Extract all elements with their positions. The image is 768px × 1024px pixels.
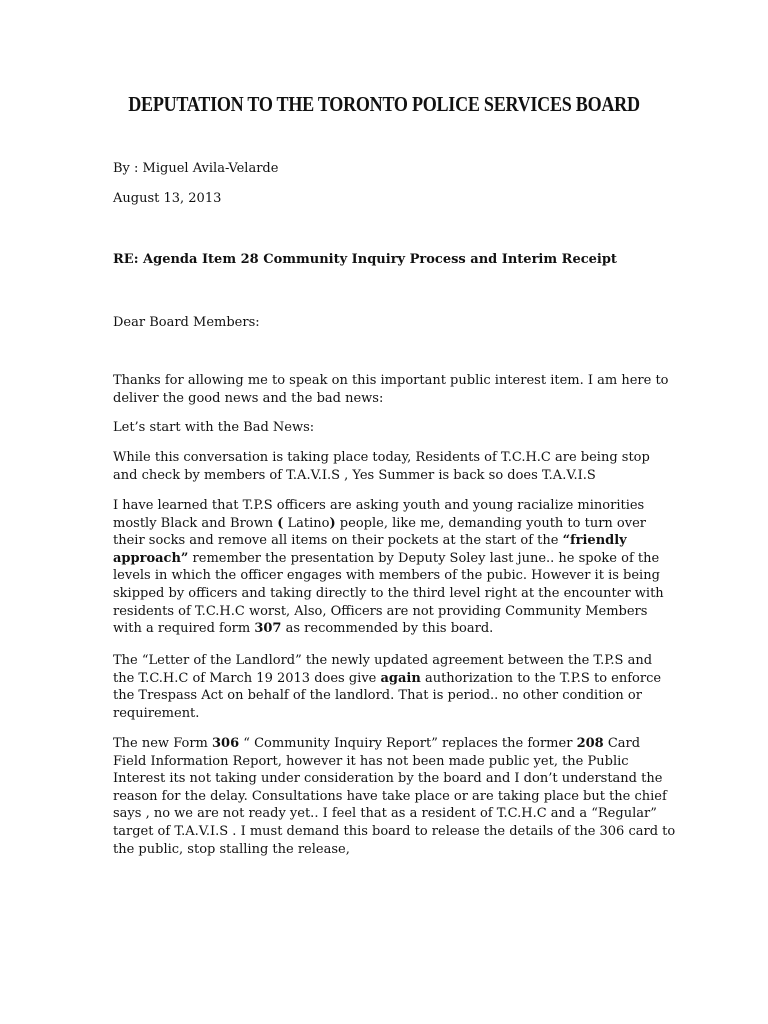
paragraph-intro (113, 372, 669, 407)
text-line: Interest its not taking under consideration by the board and I don’t understand the (113, 771, 663, 787)
text-line: skipped by officers and taking directly to the third level right at the encounter with (113, 585, 664, 601)
paragraph-tps-officers (113, 497, 664, 638)
text-line: Field Information Report, however it has not been made public yet, the Public (113, 753, 629, 769)
text-line: levels in which the officer engages with members of the pubic. However it is being (113, 568, 660, 584)
paragraph-form-306 (113, 735, 676, 858)
text-line: the public, stop stalling the release, (113, 841, 350, 857)
text-line: says , no we are not ready yet.. I feel that as a resident of T.C.H.C and a “Regular” (113, 806, 657, 822)
paragraph-bad-news: Let’s start with the Bad News: (113, 420, 315, 435)
document-title: DEPUTATION TO THE TORONTO POLICE SERVICES BOARD (128, 92, 640, 116)
text-line: residents of T.C.H.C worst, Also, Officers are not providing Community Members (113, 603, 648, 619)
paragraph-landlord-letter (113, 652, 662, 722)
text-line: the T.C.H.C of March 19 2013 does give again authorization to the T.P.S to enforce (113, 670, 662, 686)
text-line: mostly Black and Brown ( Latino) people, like me, demanding youth to turn over (113, 515, 647, 531)
text-line: approach” remember the presentation by Deputy Soley last june.. he spoke of the (113, 550, 660, 566)
text-line: Thanks for allowing me to speak on this important public interest item. I am here to (113, 373, 669, 388)
date-line: August 13, 2013 (113, 191, 222, 206)
text-line: requirement. (113, 705, 200, 721)
text-line: reason for the delay. Consultations have take place or are taking place but the chief (113, 788, 667, 804)
text-line: and check by members of T.A.V.I.S , Yes Summer is back so does T.A.V.I.S (113, 467, 596, 483)
author-line: By : Miguel Avila-Velarde (113, 161, 279, 176)
text-line: I have learned that T.P.S officers are asking youth and young racialize minorities (113, 498, 645, 513)
text-line: their socks and remove all items on their pockets at the start of the “friendly (113, 533, 627, 549)
text-line: The new Form 306 “ Community Inquiry Report” replaces the former 208 Card (113, 736, 641, 751)
salutation: Dear Board Members: (113, 315, 260, 330)
text-line: The “Letter of the Landlord” the newly updated agreement between the T.P.S and (113, 653, 653, 668)
text-line: the Trespass Act on behalf of the landlord. That is period.. no other condition or (113, 688, 642, 704)
text-line: with a required form 307 as recommended by this board. (113, 621, 494, 637)
re-line: RE: Agenda Item 28 Community Inquiry Process and Interim Receipt (113, 252, 617, 267)
text-line: While this conversation is taking place today, Residents of T.C.H.C are being stop (113, 450, 650, 465)
paragraph-stop-check (113, 449, 653, 484)
text-line: target of T.A.V.I.S . I must demand this board to release the details of the 306 card to (113, 823, 676, 839)
text-line: deliver the good news and the bad news: (113, 390, 384, 406)
